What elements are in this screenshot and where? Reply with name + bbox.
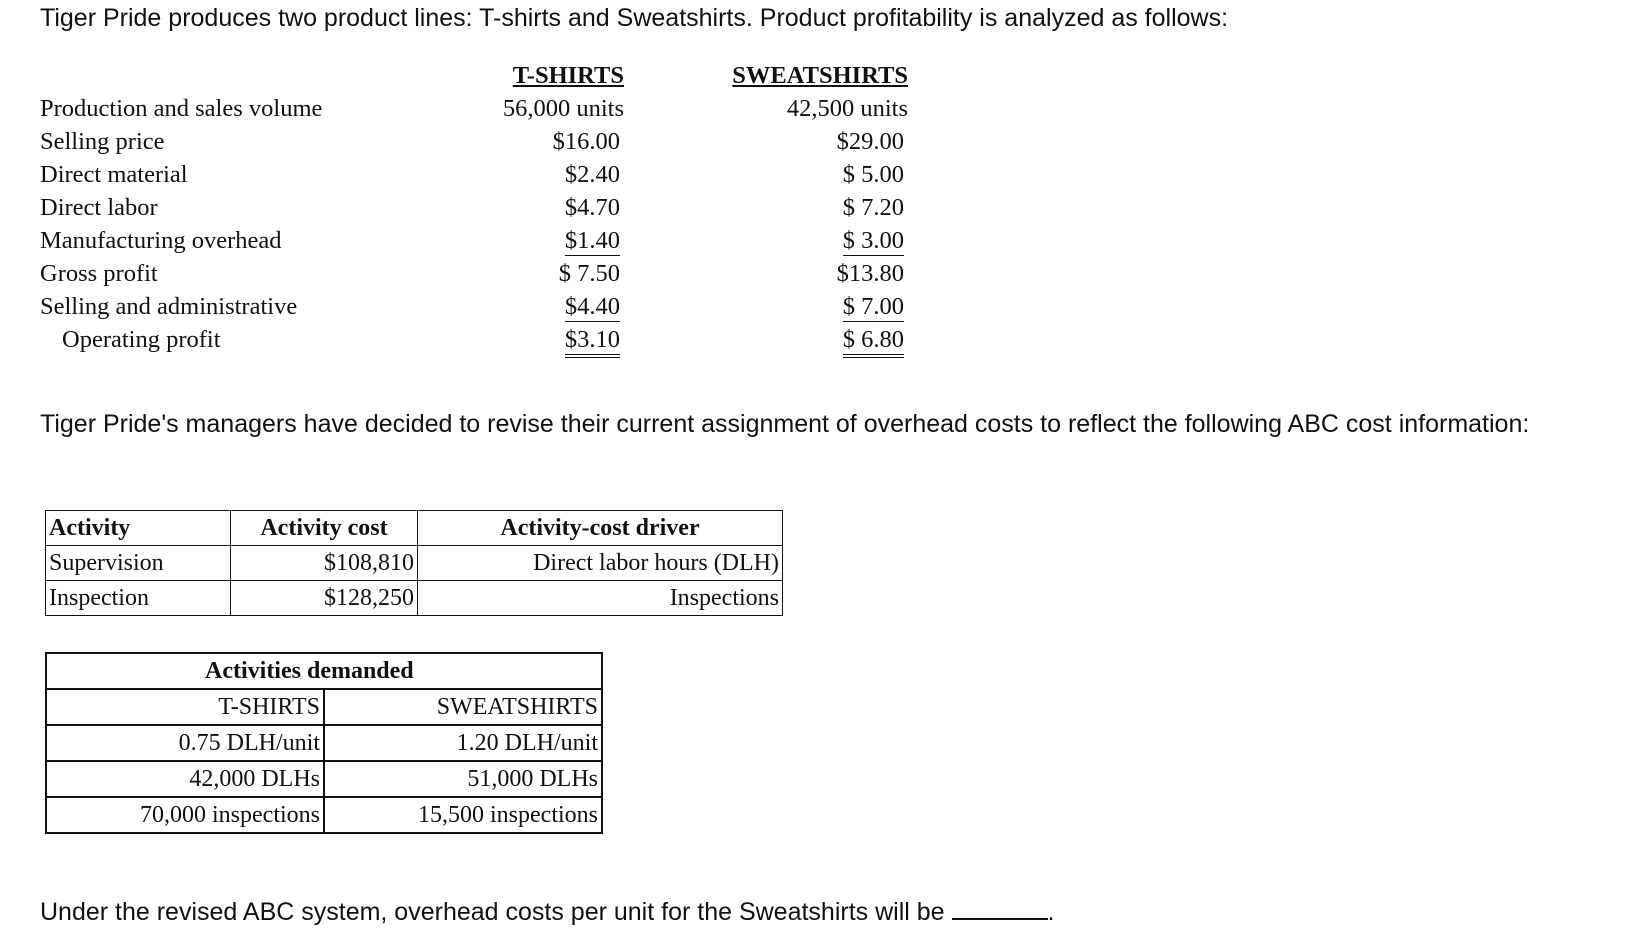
value-sweatshirts: $ 5.00: [842, 161, 904, 188]
table-title-row: [46, 653, 602, 689]
question-prompt: Under the revised ABC system, overhead costs per unit for the Sweatshirts will be: [40, 898, 945, 926]
activity-driver: Direct labor hours (DLH): [418, 546, 783, 581]
question-text: [40, 896, 1054, 927]
activity-name: Supervision: [46, 546, 231, 581]
row-label: Production and sales volume: [40, 95, 323, 122]
value-sweatshirts: 42,500 units: [786, 95, 908, 122]
question-end: .: [1047, 898, 1055, 926]
header-tshirts: T-SHIRTS: [46, 689, 324, 725]
table-row: [46, 761, 602, 797]
demand-tshirts: 70,000 inspections: [46, 797, 324, 833]
activity-name: Inspection: [46, 581, 231, 616]
row-label: Manufacturing overhead: [40, 227, 282, 254]
table-header-row: [46, 511, 783, 546]
demand-tshirts: 42,000 DLHs: [46, 761, 324, 797]
value-sweatshirts: $29.00: [836, 128, 904, 155]
value-sweatshirts: $ 3.00: [842, 227, 904, 254]
answer-blank: [952, 896, 1048, 920]
row-label: Gross profit: [40, 260, 158, 287]
row-label: Selling price: [40, 128, 165, 155]
value-tshirts: $4.40: [564, 293, 620, 320]
table-header-row: [46, 689, 602, 725]
value-tshirts: 56,000 units: [502, 95, 624, 122]
header-sweatshirts: SWEATSHIRTS: [732, 62, 908, 89]
value-tshirts: $2.40: [564, 161, 620, 188]
activity-driver: Inspections: [418, 581, 783, 616]
value-sweatshirts: $ 7.00: [842, 293, 904, 320]
value-tshirts: $16.00: [552, 128, 620, 155]
row-label: Operating profit: [62, 326, 221, 353]
demand-tshirts: 0.75 DLH/unit: [46, 725, 324, 761]
header-activity-cost: Activity cost: [231, 511, 418, 546]
value-sweatshirts: $ 7.20: [842, 194, 904, 221]
table-row: [46, 797, 602, 833]
header-activity: Activity: [46, 511, 231, 546]
intro-paragraph: Tiger Pride produces two product lines: T-shirts and Sweatshirts. Product profitability is analyzed as follows:: [40, 4, 1229, 32]
demand-sweatshirts: 15,500 inspections: [324, 797, 602, 833]
activity-cost: $128,250: [231, 581, 418, 616]
value-tshirts: $4.70: [564, 194, 620, 221]
table-row: [46, 725, 602, 761]
value-tshirts: $1.40: [564, 227, 620, 254]
activity-cost-table: [45, 510, 783, 616]
header-cost-driver: Activity-cost driver: [418, 511, 783, 546]
activities-demanded-table: [45, 652, 603, 834]
header-tshirts: T-SHIRTS: [512, 62, 624, 89]
table-row: [46, 581, 783, 616]
value-tshirts: $ 7.50: [558, 260, 620, 287]
value-sweatshirts: $13.80: [836, 260, 904, 287]
row-label: Selling and administrative: [40, 293, 298, 320]
row-label: Direct labor: [40, 194, 158, 221]
abc-intro-paragraph: Tiger Pride's managers have decided to revise their current assignment of overhead costs to reflect the following ABC cost information:: [40, 410, 1530, 438]
demand-sweatshirts: 51,000 DLHs: [324, 761, 602, 797]
header-sweatshirts: SWEATSHIRTS: [324, 689, 602, 725]
value-tshirts: $3.10: [565, 326, 620, 358]
activity-cost: $108,810: [231, 546, 418, 581]
value-sweatshirts: $ 6.80: [843, 326, 904, 358]
table-row: [46, 546, 783, 581]
demand-sweatshirts: 1.20 DLH/unit: [324, 725, 602, 761]
row-label: Direct material: [40, 161, 188, 188]
table-title: Activities demanded: [46, 653, 602, 689]
